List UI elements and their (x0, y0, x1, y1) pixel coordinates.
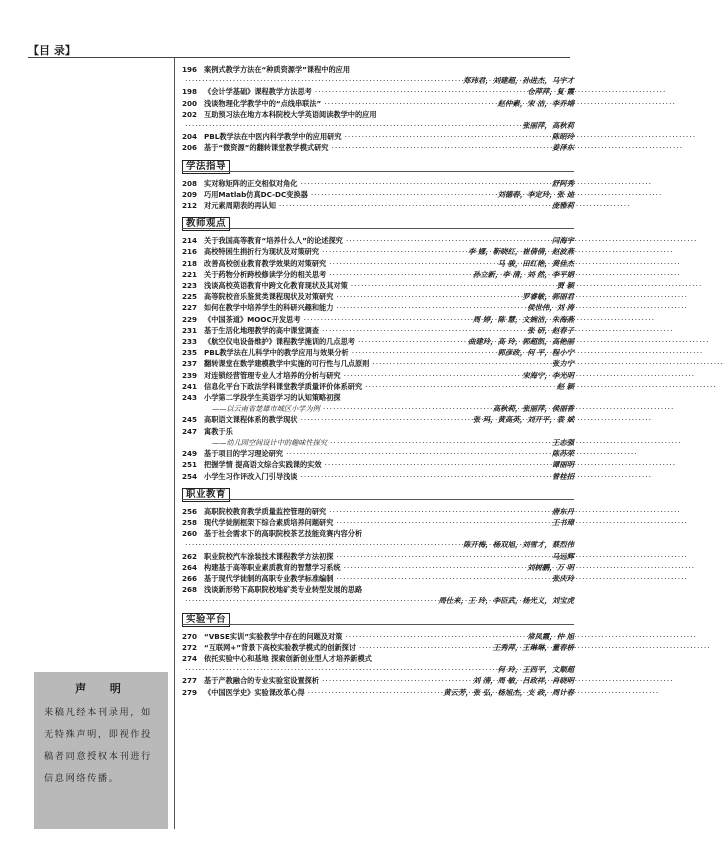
toc-title: 对元素周期表的再认知 (204, 201, 276, 211)
toc-page-number: 208 (182, 178, 198, 188)
leader-dots (336, 291, 519, 302)
toc-entry (182, 414, 574, 425)
toc-page-number: 206 (182, 143, 198, 153)
toc-author: 闫海宇 (551, 236, 574, 246)
leader-dots (336, 517, 548, 528)
toc-author: 罗睿敏，郭丽君 (522, 292, 574, 302)
toc-entry (182, 314, 574, 325)
toc-page-number: 209 (182, 189, 198, 199)
toc-page-number: 277 (182, 676, 198, 686)
toc-title: 高职语文课程体系的教学现状 (204, 415, 298, 425)
header-rule (28, 57, 570, 58)
toc-author: 宋海宁，李光明 (522, 370, 574, 380)
leader-dots (311, 189, 495, 200)
toc-page-number: 216 (182, 247, 198, 257)
toc-title: 构建基于高等职业素质教育的智慧学习系统 (204, 562, 341, 572)
section-heading-experiment-platform: 实验平台 (182, 613, 230, 627)
toc-page-number: 200 (182, 98, 198, 108)
section-heading-vocational-education: 职业教育 (182, 488, 230, 502)
toc-author: 赵 颖 (556, 381, 574, 391)
toc-title: 对连锁经营管理专业人才培养的分析与研究 (204, 370, 341, 380)
toc-entry (182, 631, 574, 642)
leader-dots (279, 200, 549, 211)
toc-author: 郭彦政，何 平，程小宁 (497, 348, 574, 358)
toc-title: 《会计学基础》课程教学方法思考 (204, 87, 312, 97)
toc-title: 《中国医学史》实验课改革心得 (204, 687, 305, 697)
toc-title: 基于现代学徒制的高职专业教学标准编制 (204, 573, 334, 583)
leader-dots (185, 539, 460, 550)
toc-author: 张 研，赵春子 (527, 325, 574, 335)
toc-title: 关于药物分析跨校修读学分的相关思考 (204, 269, 327, 279)
toc-author: 唐东丹 (551, 506, 574, 516)
leader-dots (346, 235, 549, 246)
section-heading-wrap (182, 607, 574, 631)
statement-box (34, 672, 168, 829)
toc-title: 基于生活化地理教学的高中课堂调查 (204, 325, 320, 335)
toc-page-number: 225 (182, 292, 198, 302)
toc-page-number: 241 (182, 381, 198, 391)
toc-page-number: 214 (182, 236, 198, 246)
toc-title: 现代学徒制框架下综合素质培养问题研究 (204, 517, 334, 527)
leader-dots (345, 631, 524, 642)
leader-dots (322, 246, 465, 257)
toc-title: 基于产教融合的专业实验室设置探析 (204, 676, 320, 686)
toc-author: 李 娜，靳晓红，崔倩倩，赵波燕 (467, 247, 574, 257)
toc-page-number: 227 (182, 303, 198, 313)
toc-title: 《航空仪电设备维护》课程教学施训的几点思考 (204, 337, 355, 347)
toc-author: 曾桂招 (551, 471, 574, 481)
toc-author: 马远辉 (551, 551, 574, 561)
toc-entry (182, 358, 574, 369)
toc-title: 寓教于乐 (204, 426, 233, 436)
toc-page-number: 279 (182, 687, 198, 697)
leader-dots (185, 595, 435, 606)
toc-author: 张力宁 (551, 359, 574, 369)
toc-entry (182, 426, 574, 437)
toc-entry (182, 381, 574, 392)
leader-dots (325, 459, 549, 470)
toc-entry (182, 370, 574, 381)
toc-entry (182, 142, 574, 153)
toc-page-number: 266 (182, 573, 198, 583)
leader-dots (185, 120, 519, 131)
toc-author: 周 婷，陈 慧，文婉洁，朱海燕 (472, 314, 574, 324)
toc-title: 基于社会需求下的高职院校茶艺技能竞赛内容分析 (204, 529, 363, 539)
toc-author: 赵仲素，宋 洁，李乔靖 (497, 98, 574, 108)
toc-author: 侯世伟，刘 涛 (527, 303, 574, 313)
toc-author: 刘树鹏，万 明 (527, 562, 574, 572)
toc-entry (182, 459, 574, 470)
leader-dots (300, 414, 469, 425)
toc-entry (182, 595, 574, 606)
toc-title: 案例式教学方法在“种质资源学”课程中的应用 (204, 65, 351, 74)
leader-dots (308, 687, 441, 698)
toc-page-number: 231 (182, 325, 198, 335)
leader-dots (286, 448, 549, 459)
toc-author: 张庆玲 (551, 573, 574, 583)
toc-entry (182, 584, 574, 595)
toc-entry (182, 86, 574, 97)
toc-title: 小学生习作评改入门引导浅谈 (204, 471, 298, 481)
toc-title: 小学第二学段学生英语学习的认知策略初探 (204, 393, 341, 403)
toc-page-number: 233 (182, 337, 198, 347)
toc-header: 【目 录】 (28, 44, 76, 57)
toc-page-number: 254 (182, 471, 198, 481)
toc-title: 高等院校音乐鉴赏类课程现状及对策研究 (204, 292, 334, 302)
toc-author: 曲建玲，高 玲，郭超凯，高艳丽 (467, 337, 574, 347)
section-heading-wrap (182, 154, 574, 178)
toc-entry (182, 471, 574, 482)
leader-dots (330, 437, 549, 448)
toc-author: 王秀萍，王琳琳，董春桥 (492, 642, 574, 652)
toc-title: 浅谈高校英语教育中跨文化教育现状及其对策 (204, 281, 348, 291)
toc-entry (182, 120, 574, 131)
toc-author: 姜泽东 (551, 143, 574, 153)
toc-title: 翻转课堂在数学建模教学中实施的可行性与几点原则 (204, 359, 370, 369)
toc-entry (182, 269, 574, 280)
leader-dots (323, 403, 490, 414)
column-divider (174, 58, 175, 829)
toc-author: 舒阿秀 (551, 178, 574, 188)
toc-author: 张丽萍，高秋莉 (522, 121, 574, 131)
toc-entry (182, 642, 574, 653)
toc-entry (182, 109, 574, 120)
toc-entry (182, 246, 574, 257)
toc-entry (182, 437, 574, 448)
toc-author: 何 玲，王西平，文顺超 (497, 665, 574, 675)
toc-title: 把握学情 提高语文综合实践课的实效 (204, 460, 322, 470)
toc-entry (182, 302, 574, 313)
toc-author: 贾 颖 (556, 281, 574, 291)
toc-page-number: 218 (182, 258, 198, 268)
toc-group-experiment-platform (182, 631, 574, 698)
toc-entry (182, 653, 574, 664)
toc-entry (182, 235, 574, 246)
toc-title: 依托实验中心和基地 探索创新创业型人才培养新模式 (204, 653, 372, 663)
toc-page-number: 270 (182, 631, 198, 641)
toc-page-number: 196 (182, 65, 198, 74)
toc-title: 巧用Matlab仿真DC-DC变换器 (204, 189, 308, 199)
toc-author: 孙立新，李 清，刘 然，李平娟 (472, 269, 574, 279)
leader-dots (329, 269, 470, 280)
toc-page-number: 204 (182, 132, 198, 142)
toc-page-number: 237 (182, 359, 198, 369)
toc-entry (182, 528, 574, 539)
toc-page-number: 251 (182, 460, 198, 470)
toc-title: 职业院校汽车涂装技术课程教学方法初探 (204, 551, 334, 561)
toc-author: 刘德春，李定玲，张 迪 (497, 189, 574, 199)
leader-dots (351, 280, 554, 291)
leader-dots (359, 642, 490, 653)
leader-dots (336, 551, 548, 562)
toc-entry (182, 675, 574, 686)
toc-author: 刘 清，周 敏，吕政祥，肖晓明 (472, 676, 574, 686)
toc-author: 周仕来，王 玲，李臣武，杨光义，刘宝虎 (438, 596, 574, 606)
toc-entry (182, 258, 574, 269)
toc-page-number: 221 (182, 269, 198, 279)
leader-dots (344, 562, 525, 573)
toc-entry (182, 664, 574, 675)
toc-group-teacher-views (182, 235, 574, 481)
toc-title: 互助预习法在地方本科院校大学英语阅读教学中的应用 (204, 109, 377, 119)
toc-page-number: 212 (182, 201, 198, 211)
toc-author: 郑玮君，刘建超，孙进杰，马宇才 (463, 76, 574, 86)
toc-author: 马 骏，田红艳，黄佳杰 (497, 258, 574, 268)
toc-title: ——幼儿园空间设计中的趣味性探究 (212, 437, 328, 447)
toc-author: 陈苏荣 (551, 449, 574, 459)
leader-dots (322, 325, 524, 336)
toc-page-number: 247 (182, 426, 198, 436)
toc-entry (182, 98, 574, 109)
toc-author: 谭丽明 (551, 460, 574, 470)
leader-dots (365, 381, 554, 392)
leader-dots (329, 258, 494, 269)
toc-title: 如何在教学中培养学生的科研兴趣和能力 (204, 303, 334, 313)
toc-title: 信息化平台下政法学科课堂教学质量评价体系研究 (204, 381, 363, 391)
leader-dots (336, 302, 524, 313)
toc-entry (182, 506, 574, 517)
toc-title: 基于项目的学习理论研究 (204, 449, 284, 459)
toc-entry (182, 562, 574, 573)
toc-entry (182, 75, 574, 86)
toc-title: “互联网+”背景下高校实验教学模式的创新探讨 (204, 642, 357, 652)
toc-title: 浅谈新形势下高职院校地矿类专业转型发展的思路 (204, 585, 363, 595)
toc-entry (182, 403, 574, 414)
leader-dots (358, 336, 465, 347)
toc-title: ——以云南省楚雄市城区小学为例 (212, 404, 320, 414)
toc-page-number: 256 (182, 506, 198, 516)
toc-group-vocational-education (182, 506, 574, 607)
leader-dots (185, 664, 495, 675)
toc-entry (182, 347, 574, 358)
leader-dots (345, 131, 549, 142)
toc-title: 高校特困生捐折行为现状及对策研究 (204, 247, 320, 257)
toc-group-study-methods (182, 178, 574, 212)
toc-page-number: 264 (182, 562, 198, 572)
toc-title: 浅谈物理化学教学中的“点线串联法” (204, 98, 322, 108)
leader-dots (344, 370, 520, 381)
leader-dots (185, 75, 460, 86)
leader-dots (315, 86, 524, 97)
statement-text: 来稿凡经本刊录用，如无特殊声明，即视作投稿者同意授权本刊进行信息网络传播。 (44, 707, 152, 784)
toc-author: 仓萍萍，复 霞 (527, 87, 574, 97)
toc-page-number: 198 (182, 87, 198, 97)
leader-dots (352, 347, 495, 358)
toc-entry (182, 517, 574, 528)
toc-page-number: 249 (182, 449, 198, 459)
toc-entry (182, 336, 574, 347)
toc-entry (182, 539, 574, 550)
toc-entry (182, 573, 574, 584)
toc-title: “VBSE实训”实验教学中存在的问题及对策 (204, 631, 343, 641)
toc-title: 《中国茶道》MOOC开发思考 (204, 314, 301, 324)
toc-page-number: 202 (182, 109, 198, 119)
toc-entry (182, 131, 574, 142)
leader-dots (331, 142, 548, 153)
section-heading-teacher-views: 教师观点 (182, 217, 230, 231)
toc-title: 关于我国高等教育“培养什么人”的论述探究 (204, 236, 343, 246)
toc-title: 基于“微资源”的翻转课堂教学模式研究 (204, 143, 329, 153)
toc-entry (182, 64, 574, 75)
section-heading-study-methods: 学法指导 (182, 160, 230, 174)
toc-entry (182, 189, 574, 200)
toc-entry (182, 178, 574, 189)
leader-dots (372, 358, 548, 369)
leader-dots (300, 471, 548, 482)
toc-entry (182, 291, 574, 302)
toc-entry (182, 280, 574, 291)
toc-entry (182, 551, 574, 562)
toc-author: 庞雅莉 (551, 201, 574, 211)
section-heading-wrap (182, 211, 574, 235)
toc-entry (182, 325, 574, 336)
toc-author: 陈开梅，杨双旭，刘雪才，蔡烈伟 (463, 540, 574, 550)
leader-dots (336, 573, 548, 584)
toc-title: 改善高校创业教育教学效果的对策研究 (204, 258, 327, 268)
toc-page-number: 223 (182, 281, 198, 291)
toc-page-number: 229 (182, 314, 198, 324)
toc-title: 实对称矩阵的正交相似对角化 (204, 178, 298, 188)
toc-author: 常凤霞，仲 旭 (527, 631, 574, 641)
toc-page-number: 274 (182, 653, 198, 663)
toc-page-number: 262 (182, 551, 198, 561)
statement-title: 声 明 (75, 682, 131, 695)
toc-page-number: 260 (182, 529, 198, 539)
toc-page-number: 235 (182, 348, 198, 358)
toc-entry (182, 200, 574, 211)
toc-title: PBL教学法在儿科学中的教学应用与效果分析 (204, 348, 349, 358)
leader-dots (300, 178, 548, 189)
toc-author: 陈昭玲 (551, 132, 574, 142)
leader-dots (324, 98, 494, 109)
toc-author: 王书璋 (551, 517, 574, 527)
toc-page-number: 239 (182, 370, 198, 380)
toc-entry (182, 392, 574, 403)
toc-author: 王志强 (551, 437, 574, 447)
section-heading-wrap (182, 482, 574, 506)
leader-dots (329, 506, 549, 517)
leader-dots (304, 314, 470, 325)
toc-page-number: 245 (182, 415, 198, 425)
toc-entry (182, 687, 574, 698)
toc-page-number: 258 (182, 517, 198, 527)
toc-page-number: 272 (182, 642, 198, 652)
toc-page-number: 268 (182, 585, 198, 595)
toc-entry (182, 448, 574, 459)
toc-column (182, 64, 574, 698)
toc-title: 高职院校教育教学质量监控管理的研究 (204, 506, 327, 516)
toc-author: 张 玛，黄高英，刘开平，袁 斌 (472, 415, 574, 425)
toc-author: 高秋莉，张丽萍，侯丽香 (492, 404, 574, 414)
toc-page-number: 243 (182, 393, 198, 403)
toc-author: 黄云芳，张 弘，杨旭杰，支 政，周计春 (443, 687, 574, 697)
toc-title: PBL教学法在中医内科学教学中的应用研究 (204, 132, 342, 142)
toc-group-teaching-methods (182, 64, 574, 154)
leader-dots (322, 675, 470, 686)
